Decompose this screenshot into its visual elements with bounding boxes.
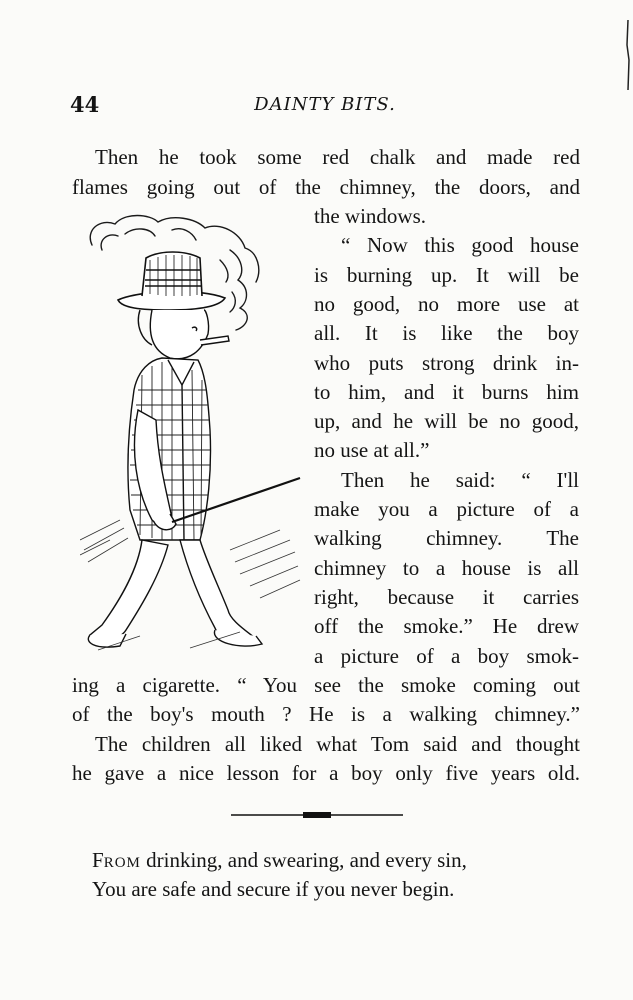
text-line: up, and he will be no good, — [314, 409, 579, 433]
text-line: all. It is like the boy — [314, 321, 579, 345]
text-line: right, because it carries — [314, 585, 579, 609]
text-line: walking chimney. The — [314, 526, 579, 550]
text-line: Then he took some red chalk and made red — [95, 145, 580, 169]
poem-line-2: You are safe and secure if you never begin. — [92, 877, 455, 901]
running-title: DAINTY BITS. — [254, 94, 396, 115]
text-line: Then he said: “ I'll — [341, 468, 579, 492]
text-line: “ Now this good house — [341, 233, 579, 257]
text-line: no use at all.” — [314, 438, 430, 462]
page-number: 44 — [70, 92, 100, 117]
page-header — [70, 92, 580, 122]
text-line: The children all liked what Tom said and thought — [95, 732, 580, 756]
text-line: a picture of a boy smok- — [314, 644, 579, 668]
text-line: of the boy's mouth ? He is a walking chimney.” — [72, 702, 580, 726]
boy-smoking-cigar-engraving-icon — [80, 210, 305, 660]
text-line: no good, no more use at — [314, 292, 579, 316]
text-line: off the smoke.” He drew — [314, 614, 579, 638]
section-divider — [231, 812, 403, 818]
text-line: flames going out of the chimney, the doors, and — [72, 175, 580, 199]
text-line: the windows. — [314, 204, 426, 228]
poem-line-1 — [92, 848, 467, 873]
drop-cap: F — [92, 848, 104, 872]
poem-line-1-text: drinking, and swearing, and every sin, — [140, 848, 467, 872]
text-line: to him, and it burns him — [314, 380, 579, 404]
text-line: is burning up. It will be — [314, 263, 579, 287]
page-edge-mark — [625, 20, 631, 90]
small-caps: ROM — [103, 855, 141, 871]
text-line: ing a cigarette. “ You see the smoke coming out — [72, 673, 580, 697]
text-line: who puts strong drink in- — [314, 351, 579, 375]
text-line: chimney to a house is all — [314, 556, 579, 580]
text-line: he gave a nice lesson for a boy only five years old. — [72, 761, 580, 785]
text-line: make you a picture of a — [314, 497, 579, 521]
